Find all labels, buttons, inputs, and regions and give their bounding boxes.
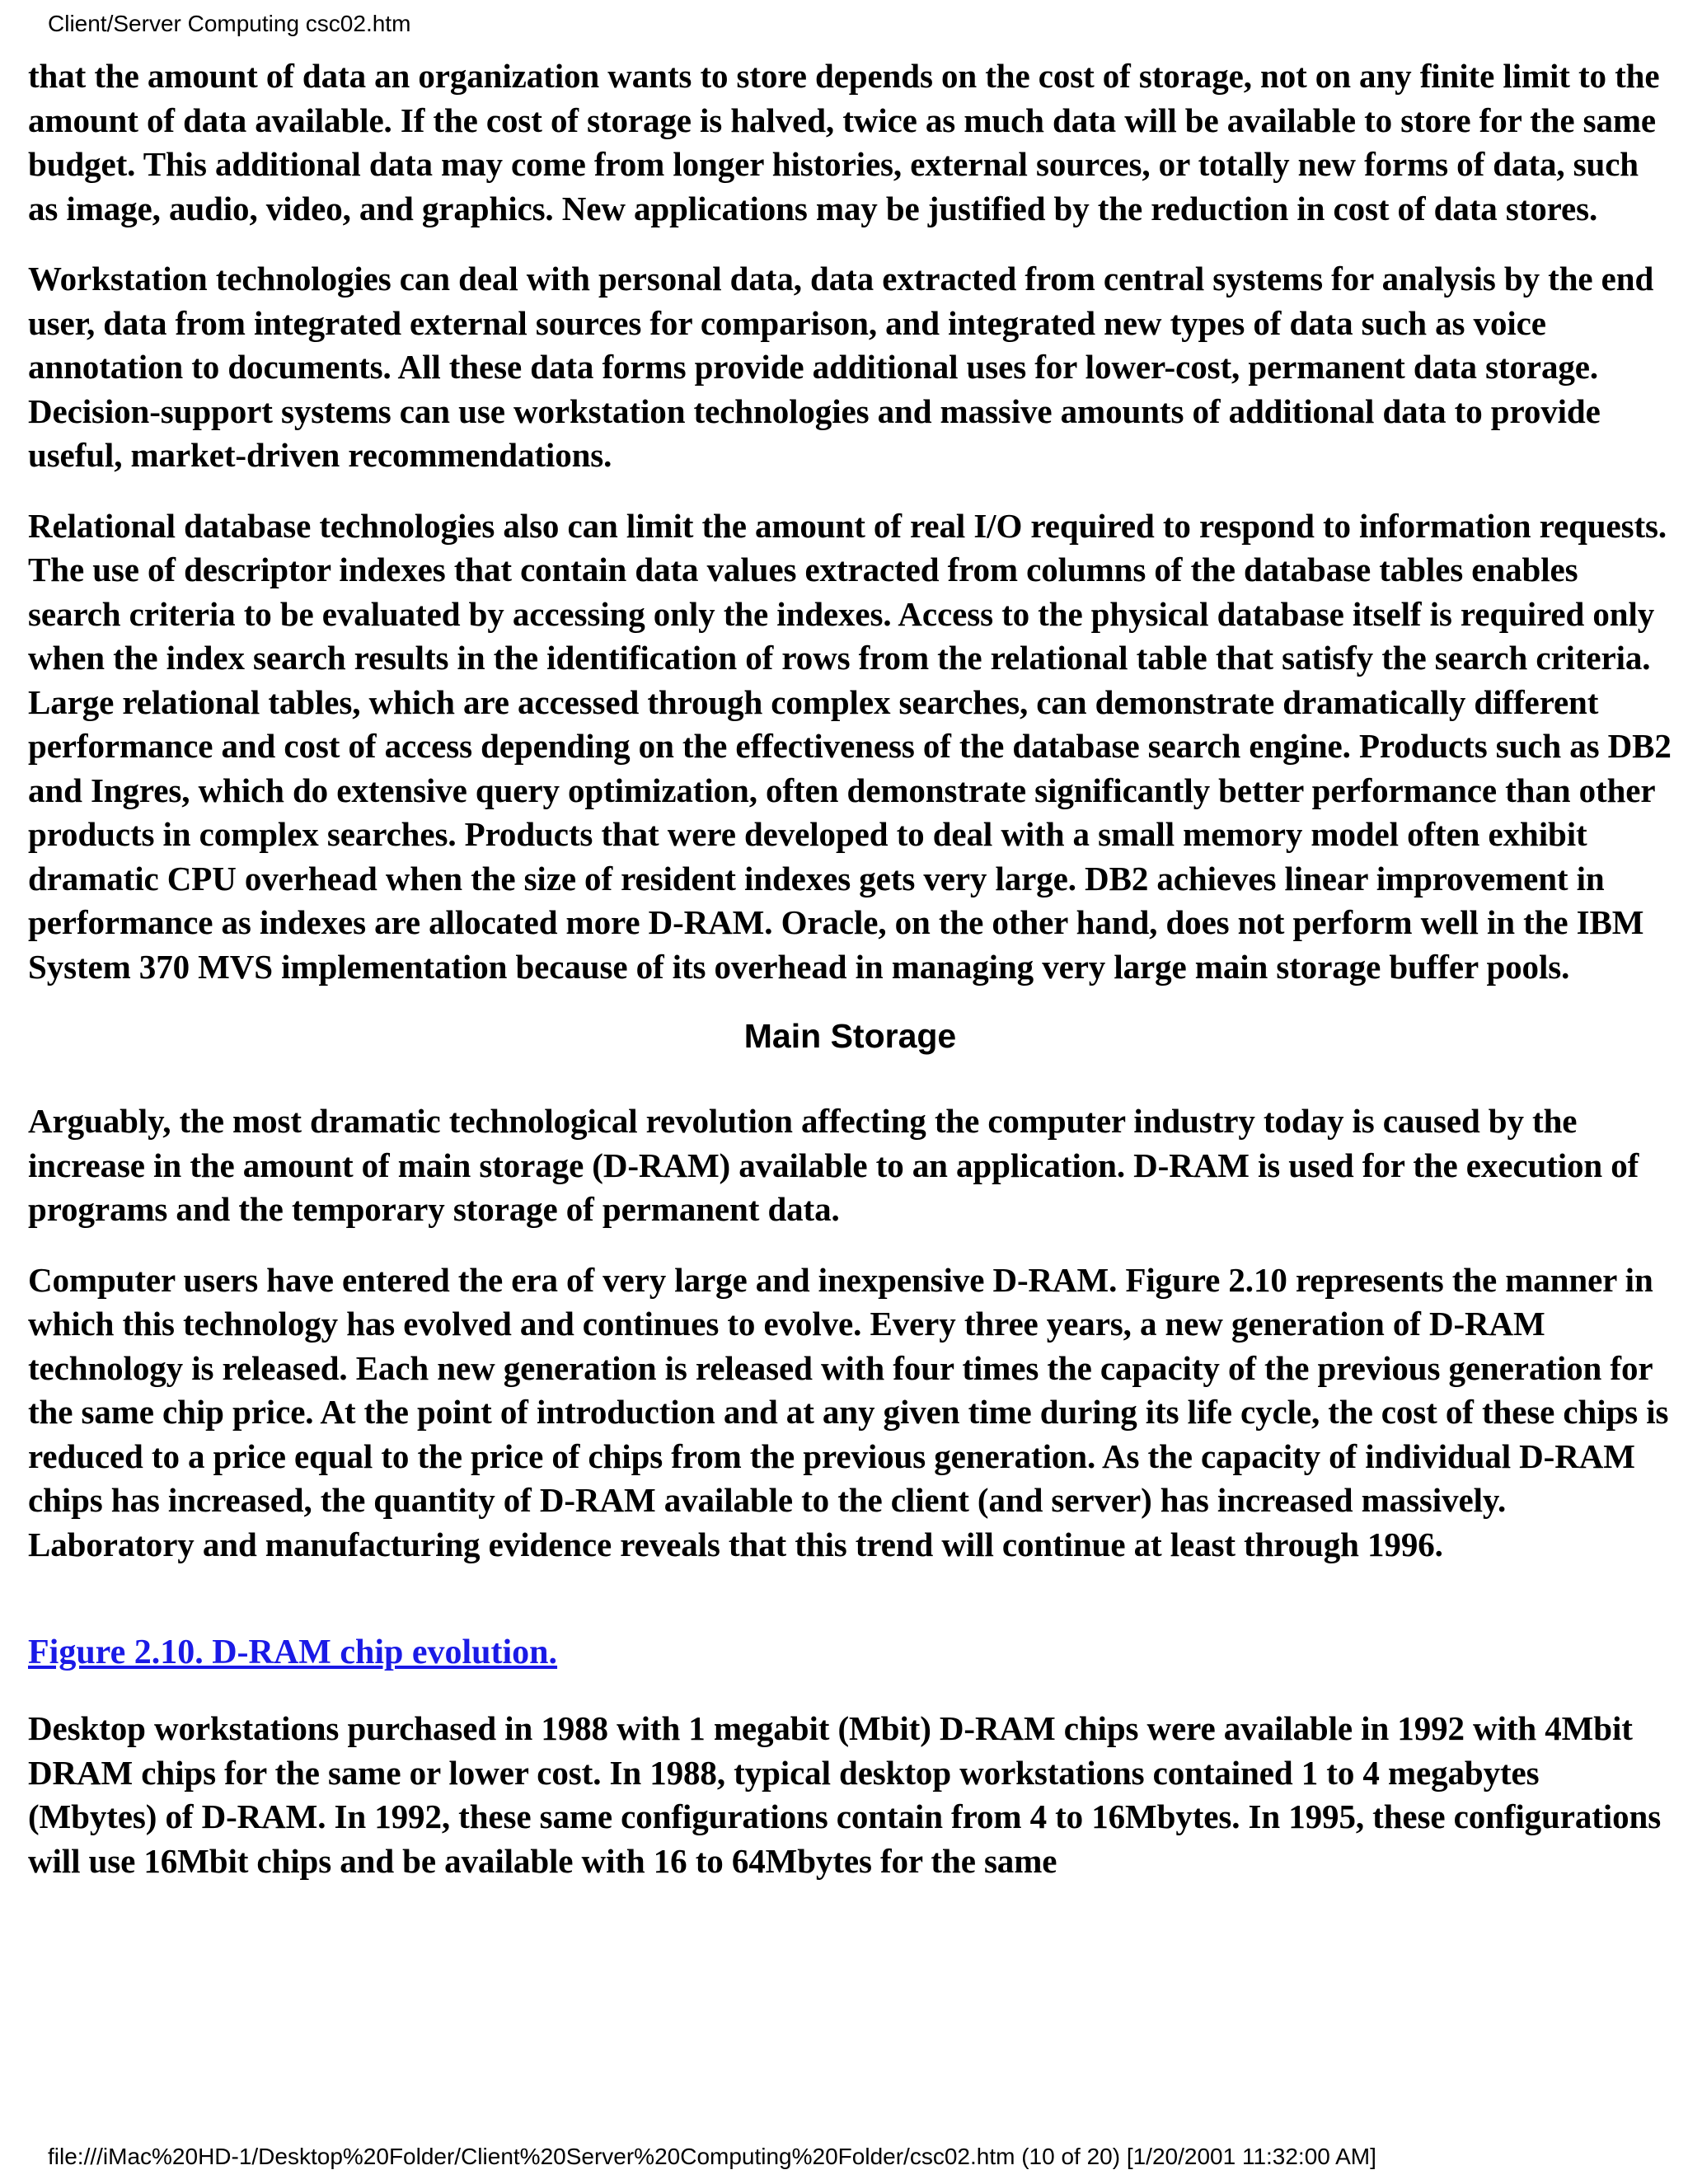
paragraph-workstation-technologies: Workstation technologies can deal with personal data, data extracted from central systems for analysis by the end user, data from integrated external sources for comparison, and integrated new types of data such as voice annotation to documents. All these data forms provide additional uses for lower-cost, permanent data storage. Decision-support systems can use workstation technologies and massive amounts of additional data to provide useful, market-driven recommendations.: [28, 260, 1654, 474]
paragraph-storage-cost: that the amount of data an organization wants to store depends on the cost of storage, not on any finite limit to the amount of data available. If the cost of storage is halved, twice as much data will be available to store for the same budget. This additional data may come from longer histories, external sources, or totally new forms of data, such as image, audio, video, and graphics. New applications may be justified by the reduction in cost of data stores.: [28, 57, 1660, 227]
print-footer-url: file:///iMac%20HD-1/Desktop%20Folder/Client%20Server%20Computing%20Folder/csc02.htm (10 of 20) [1/20/2001 11:32:00 AM]: [48, 2144, 1376, 2169]
print-header-title: Client/Server Computing csc02.htm: [48, 11, 411, 36]
paragraph-desktop-workstations: Desktop workstations purchased in 1988 with 1 megabit (Mbit) D-RAM chips were available in 1992 with 4Mbit DRAM chips for the same or lower cost. In 1988, typical desktop workstations contained 1 to 4 megabytes (Mbytes) of D-RAM. In 1992, these same configurations contain from 4 to 16Mbytes. In 1995, these configurations will use 16Mbit chips and be available with 16 to 64Mbytes for the same: [28, 1709, 1662, 1880]
figure-2-10-link[interactable]: Figure 2.10. D-RAM chip evolution.: [28, 1633, 558, 1671]
section-heading-main-storage: Main Storage: [743, 1017, 957, 1055]
paragraph-dram-revolution: Arguably, the most dramatic technological revolution affecting the computer industry today is caused by the increase in the amount of main storage (D-RAM) available to an application. D-RAM is used for the execution of programs and the temporary storage of permanent data.: [28, 1102, 1639, 1228]
page-content: [28, 54, 1672, 2090]
paragraph-dram-evolution: Computer users have entered the era of very large and inexpensive D-RAM. Figure 2.10 represents the manner in which this technology has evolved and continues to evolve. Every three years, a new generation of D-RAM technology is released. Each new generation is released with four times the capacity of the previous generation for the same chip price. At the point of introduction and at any given time during its life cycle, the cost of these chips is reduced to a price equal to the price of chips from the previous generation. As the capacity of individual D-RAM chips has increased, the quantity of D-RAM available to the client (and server) has increased massively. Laboratory and manufacturing evidence reveals that this trend will continue at least through 1996.: [28, 1260, 1669, 1563]
paragraph-relational-database: Relational database technologies also can limit the amount of real I/O required to respond to information requests. The use of descriptor indexes that contain data values extracted from columns of the database tables enables search criteria to be evaluated by accessing only the indexes. Access to the physical database itself is required only when the index search results in the identification of rows from the relational table that satisfy the search criteria. Large relational tables, which are accessed through complex searches, can demonstrate dramatically different performance and cost of access depending on the effectiveness of the database search engine. Products such as DB2 and Ingres, which do extensive query optimization, often demonstrate significantly better performance than other products in complex searches. Products that were developed to deal with a small memory model often exhibit dramatic CPU overhead when the size of resident indexes gets very large. DB2 achieves linear improvement in performance as indexes are allocated more D-RAM. Oracle, on the other hand, does not perform well in the IBM System 370 MVS implementation because of its overhead in managing very large main storage buffer pools.: [28, 506, 1672, 986]
